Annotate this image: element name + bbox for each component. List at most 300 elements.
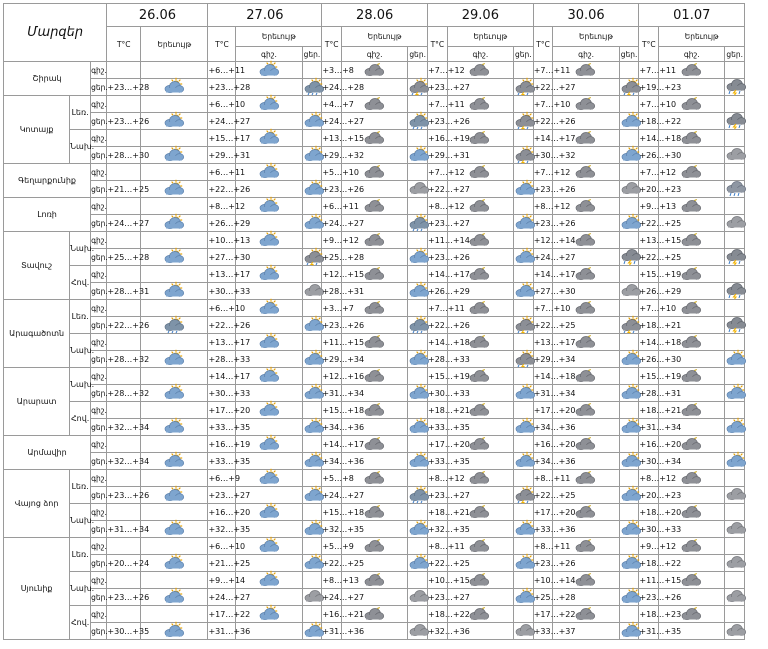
day-header-label: ցեր. — [619, 47, 639, 62]
temperature-cell: +7…+12 — [428, 164, 448, 181]
sun-cloud-icon — [725, 351, 744, 367]
time-of-day: ցեր. — [91, 181, 107, 198]
sun-cloud-icon — [141, 147, 207, 163]
temperature-cell: +32…+36 — [428, 623, 448, 640]
day-icon-cell — [513, 623, 533, 640]
temperature-cell: +15…+18 — [322, 504, 342, 521]
temperature-cell: +23…+26 — [533, 215, 553, 232]
temperature-cell: +21…+25 — [208, 555, 236, 572]
temperature-cell: +23…+26 — [533, 555, 553, 572]
temperature-cell: +29…+32 — [322, 147, 342, 164]
time-of-day: ցեր. — [91, 623, 107, 640]
weather-icon-cell — [141, 62, 208, 79]
day-icon-cell — [513, 453, 533, 470]
sun-cloud-icon — [514, 181, 533, 197]
day-icon-cell — [725, 317, 745, 334]
time-of-day: ցեր. — [91, 555, 107, 572]
night-icon-cell — [236, 164, 302, 181]
weather-icon-cell — [141, 249, 208, 266]
zone-name: Նախ. — [70, 572, 91, 606]
day-icon-cell — [725, 368, 745, 385]
sun-cloud-icon — [514, 283, 533, 299]
day-icon-cell — [513, 249, 533, 266]
temperature-cell: +29…+31 — [428, 147, 448, 164]
sun-cloud-icon — [514, 419, 533, 435]
temperature-cell: +33…+36 — [533, 521, 553, 538]
day-icon-cell — [302, 402, 322, 419]
day-icon-cell — [302, 198, 322, 215]
day-icon-cell — [619, 385, 639, 402]
day-icon-cell — [619, 215, 639, 232]
sun-cloud-rain-icon — [408, 317, 427, 333]
temperature-cell: +18…+22 — [639, 555, 659, 572]
temperature-cell: +23…+28 — [107, 79, 141, 96]
time-of-day: ցեր. — [91, 419, 107, 436]
cloud-storm-icon — [620, 249, 639, 265]
temperature-cell: +7…+10 — [533, 96, 553, 113]
temperature-cell: +6…+10 — [208, 300, 236, 317]
sun-cloud-icon — [514, 453, 533, 469]
day-icon-cell — [619, 249, 639, 266]
day-icon-cell — [408, 623, 428, 640]
zone-name: Նախ. — [70, 368, 91, 402]
sun-cloud-icon — [408, 385, 427, 401]
table-row — [4, 164, 765, 181]
table-row — [4, 402, 765, 419]
temperature-cell — [107, 572, 141, 589]
temperature-cell — [107, 96, 141, 113]
day-icon-cell — [513, 555, 533, 572]
temperature-cell: +5…+8 — [322, 470, 342, 487]
temperature-cell: +23…+26 — [533, 181, 553, 198]
day-icon-cell — [725, 334, 745, 351]
temperature-cell: +28…+30 — [107, 147, 141, 164]
temperature-cell: +7…+10 — [639, 300, 659, 317]
day-header-label: ցեր. — [302, 47, 322, 62]
temperature-cell: +13…+17 — [208, 266, 236, 283]
day-icon-cell — [619, 453, 639, 470]
temperature-cell: +28…+33 — [428, 351, 448, 368]
day-icon-cell — [408, 113, 428, 130]
temperature-cell: +16…+19 — [428, 130, 448, 147]
sun-cloud-icon — [408, 249, 427, 265]
weather-icon-cell — [141, 147, 208, 164]
night-icon-cell — [236, 198, 302, 215]
time-of-day: ցեր. — [91, 351, 107, 368]
sun-cloud-icon — [236, 470, 301, 486]
region-name: Տավուշ — [4, 232, 70, 300]
temperature-cell: +18…+21 — [639, 402, 659, 419]
day-icon-cell — [725, 436, 745, 453]
temperature-cell: +23…+26 — [322, 181, 342, 198]
day-icon-cell — [302, 368, 322, 385]
table-row — [4, 113, 765, 130]
temperature-cell: +7…+10 — [639, 96, 659, 113]
day-icon-cell — [725, 300, 745, 317]
day-icon-cell — [408, 419, 428, 436]
temperature-cell — [107, 266, 141, 283]
sun-cloud-storm-icon — [408, 79, 427, 95]
sun-cloud-icon — [236, 164, 301, 180]
day-icon-cell — [408, 232, 428, 249]
temperature-cell: +25…+28 — [107, 249, 141, 266]
temperature-cell: +24…+27 — [322, 113, 342, 130]
night-header: գիշ. — [342, 47, 408, 62]
temperature-cell: +6…+10 — [208, 96, 236, 113]
temperature-cell: +29…+34 — [322, 351, 342, 368]
sun-cloud-storm-icon — [514, 317, 533, 333]
weather-icon-cell — [141, 453, 208, 470]
temperature-cell: +23…+27 — [208, 487, 236, 504]
temperature-cell: +22…+26 — [208, 181, 236, 198]
zone-name: Նախ. — [70, 130, 91, 164]
weather-icon-cell — [141, 317, 208, 334]
temperature-cell — [107, 606, 141, 623]
zone-name: Նախ. — [70, 504, 91, 538]
day-icon-cell — [408, 538, 428, 555]
temperature-cell: +26…+30 — [639, 351, 659, 368]
sun-cloud-storm-icon — [620, 79, 639, 95]
temperature-cell: +23…+26 — [428, 249, 448, 266]
day-icon-cell — [302, 385, 322, 402]
time-of-day: ցեր. — [91, 521, 107, 538]
night-icon-cell — [236, 96, 302, 113]
regions-header: Մարզեր — [4, 4, 107, 62]
day-icon-cell — [619, 402, 639, 419]
temperature-cell: +8…+12 — [428, 470, 448, 487]
temperature-cell: +13…+17 — [533, 334, 553, 351]
temperature-cell: +7…+12 — [533, 164, 553, 181]
region-name: Արագածոտն — [4, 300, 70, 368]
sun-cloud-icon — [141, 249, 207, 265]
night-header: գիշ. — [236, 47, 302, 62]
day-icon-cell — [619, 130, 639, 147]
phenomenon-header: Երեւույթ — [342, 27, 428, 47]
temperature-cell — [107, 300, 141, 317]
day-icon-cell — [619, 521, 639, 538]
temperature-cell: +17…+22 — [533, 606, 553, 623]
weather-icon-cell — [141, 487, 208, 504]
region-name: Գեղարքունիք — [4, 164, 91, 198]
temperature-cell: +28…+33 — [208, 351, 236, 368]
sun-cloud-icon — [514, 521, 533, 537]
time-of-day: ցեր. — [91, 487, 107, 504]
table-row — [4, 249, 765, 266]
temperature-cell: +5…+10 — [322, 164, 342, 181]
day-icon-cell — [408, 487, 428, 504]
day-icon-cell — [513, 538, 533, 555]
weather-icon-cell — [141, 589, 208, 606]
temperature-cell: +8…+11 — [428, 538, 448, 555]
day-icon-cell — [408, 334, 428, 351]
time-of-day: գիշ. — [91, 436, 107, 453]
temperature-cell: +23…+26 — [428, 113, 448, 130]
sun-cloud-storm-icon — [620, 317, 639, 333]
day-icon-cell — [513, 419, 533, 436]
time-of-day: ցեր. — [91, 453, 107, 470]
day-icon-cell — [725, 215, 745, 232]
weather-icon-cell — [141, 232, 208, 249]
day-icon-cell — [725, 487, 745, 504]
sun-cloud-icon — [236, 62, 301, 78]
day-icon-cell — [408, 317, 428, 334]
temperature-cell: +26…+29 — [208, 215, 236, 232]
day-icon-cell — [725, 232, 745, 249]
day-icon-cell — [408, 79, 428, 96]
sun-cloud-icon — [620, 113, 639, 129]
table-row — [4, 181, 765, 198]
day-header-label: ցեր. — [408, 47, 428, 62]
temperature-cell — [107, 436, 141, 453]
forecast-container — [3, 3, 765, 640]
day-icon-cell — [302, 334, 322, 351]
weather-icon-cell — [141, 538, 208, 555]
sun-cloud-icon — [141, 555, 207, 571]
temperature-cell: +24…+27 — [533, 249, 553, 266]
table-row — [4, 96, 765, 113]
temperature-cell: +7…+11 — [639, 62, 659, 79]
zone-name: Հով. — [70, 266, 91, 300]
temperature-cell: +25…+28 — [322, 249, 342, 266]
day-icon-cell — [619, 232, 639, 249]
cloud-icon — [725, 215, 744, 231]
day-icon-cell — [725, 402, 745, 419]
table-row — [4, 623, 765, 640]
temperature-cell: +28…+32 — [107, 351, 141, 368]
day-icon-cell — [513, 79, 533, 96]
night-icon-cell — [236, 470, 302, 487]
temperature-cell: +30…+32 — [533, 147, 553, 164]
temperature-cell: +28…+32 — [107, 385, 141, 402]
zone-name: Լեռ. — [70, 96, 91, 130]
cloud-storm-icon — [725, 283, 744, 299]
temperature-cell: +32…+35 — [322, 521, 342, 538]
time-of-day: ցեր. — [91, 385, 107, 402]
region-name: Վայոց ձոր — [4, 470, 70, 538]
day-header: 26.06 — [107, 4, 208, 27]
day-icon-cell — [513, 572, 533, 589]
temperature-cell: +33…+35 — [208, 419, 236, 436]
time-of-day: ցեր. — [91, 283, 107, 300]
cloud-icon — [408, 589, 427, 605]
sun-cloud-icon — [141, 79, 207, 95]
day-icon-cell — [619, 300, 639, 317]
day-icon-cell — [619, 96, 639, 113]
table-row — [4, 521, 765, 538]
sun-cloud-storm-icon — [514, 79, 533, 95]
day-icon-cell — [408, 504, 428, 521]
day-icon-cell — [513, 504, 533, 521]
day-icon-cell — [302, 232, 322, 249]
temperature-cell — [107, 402, 141, 419]
day-icon-cell — [302, 300, 322, 317]
day-header: 27.06 — [208, 4, 322, 27]
time-of-day: ցեր. — [91, 589, 107, 606]
sun-cloud-icon — [141, 487, 207, 503]
day-icon-cell — [302, 266, 322, 283]
temperature-cell — [107, 62, 141, 79]
day-icon-cell — [408, 300, 428, 317]
temperature-cell: +9…+14 — [208, 572, 236, 589]
table-row — [4, 79, 765, 96]
day-icon-cell — [302, 164, 322, 181]
sun-cloud-icon — [141, 215, 207, 231]
weather-icon-cell — [141, 402, 208, 419]
temperature-cell: +34…+36 — [322, 453, 342, 470]
day-icon-cell — [513, 402, 533, 419]
temperature-cell — [107, 504, 141, 521]
temperature-cell: +23…+26 — [639, 589, 659, 606]
sun-cloud-icon — [620, 385, 639, 401]
night-header: գիշ. — [447, 47, 513, 62]
time-of-day: գիշ. — [91, 402, 107, 419]
temperature-cell — [107, 232, 141, 249]
weather-icon-cell — [141, 215, 208, 232]
temperature-cell: +5…+9 — [322, 538, 342, 555]
sun-cloud-icon — [141, 521, 207, 537]
weather-icon-cell — [141, 436, 208, 453]
table-row — [4, 589, 765, 606]
temperature-cell: +11…+15 — [639, 572, 659, 589]
temperature-cell: +23…+27 — [428, 487, 448, 504]
day-icon-cell — [302, 436, 322, 453]
sun-cloud-icon — [620, 521, 639, 537]
time-of-day: գիշ. — [91, 164, 107, 181]
temperature-cell: +22…+25 — [639, 249, 659, 266]
temperature-cell: +28…+31 — [639, 385, 659, 402]
cloud-icon — [408, 181, 427, 197]
temperature-cell: +3…+7 — [322, 300, 342, 317]
temperature-cell: +10…+14 — [533, 572, 553, 589]
day-icon-cell — [302, 487, 322, 504]
table-row — [4, 470, 765, 487]
day-icon-cell — [302, 470, 322, 487]
sun-cloud-icon — [408, 453, 427, 469]
temperature-cell: +30…+33 — [428, 385, 448, 402]
sun-cloud-icon — [725, 453, 744, 469]
temperature-cell: +27…+30 — [533, 283, 553, 300]
sun-cloud-icon — [725, 385, 744, 401]
region-name: Սյունիք — [4, 538, 70, 640]
day-icon-cell — [513, 368, 533, 385]
weather-icon-cell — [141, 504, 208, 521]
temperature-cell: +10…+15 — [428, 572, 448, 589]
temperature-cell: +18…+21 — [639, 317, 659, 334]
cloud-icon — [514, 623, 533, 639]
sun-cloud-icon — [236, 572, 301, 588]
table-row — [4, 317, 765, 334]
temperature-cell: +7…+10 — [533, 300, 553, 317]
time-of-day: գիշ. — [91, 62, 107, 79]
day-icon-cell — [513, 317, 533, 334]
day-icon-cell — [408, 130, 428, 147]
table-row — [4, 215, 765, 232]
temperature-cell: +7…+12 — [428, 62, 448, 79]
temperature-cell: +16…+20 — [639, 436, 659, 453]
day-icon-cell — [725, 504, 745, 521]
day-icon-cell — [619, 266, 639, 283]
day-icon-cell — [725, 113, 745, 130]
sun-cloud-icon — [141, 283, 207, 299]
day-icon-cell — [302, 419, 322, 436]
day-icon-cell — [513, 334, 533, 351]
time-of-day: գիշ. — [91, 572, 107, 589]
day-icon-cell — [408, 198, 428, 215]
temperature-cell: +16…+21 — [322, 606, 342, 623]
day-header: 01.07 — [639, 4, 745, 27]
sun-cloud-icon — [620, 589, 639, 605]
header-label-row — [4, 27, 765, 47]
temperature-cell: +24…+27 — [322, 215, 342, 232]
temperature-cell: +7…+11 — [533, 62, 553, 79]
day-icon-cell — [513, 198, 533, 215]
temperature-cell: +33…+37 — [533, 623, 553, 640]
day-icon-cell — [619, 79, 639, 96]
night-icon-cell — [236, 572, 302, 589]
temperature-cell: +18…+23 — [639, 606, 659, 623]
header-date-row — [4, 4, 765, 27]
time-of-day: գիշ. — [91, 300, 107, 317]
sun-cloud-icon — [236, 300, 301, 316]
day-icon-cell — [408, 453, 428, 470]
temperature-cell: +6…+9 — [208, 470, 236, 487]
phenomenon-header: Երեւույթ — [236, 27, 322, 47]
weather-icon-cell — [141, 419, 208, 436]
region-name: Արարատ — [4, 368, 70, 436]
day-icon-cell — [408, 215, 428, 232]
temperature-cell: +31…+36 — [322, 623, 342, 640]
temperature-cell: +17…+22 — [208, 606, 236, 623]
sun-cloud-icon — [514, 555, 533, 571]
day-icon-cell — [408, 96, 428, 113]
day-icon-cell — [725, 181, 745, 198]
temperature-cell: +13…+17 — [208, 334, 236, 351]
day-icon-cell — [619, 538, 639, 555]
forecast-table — [3, 3, 765, 640]
phenomenon-header: Երեւույթ — [553, 27, 639, 47]
temperature-cell: +3…+8 — [322, 62, 342, 79]
temperature-cell: +22…+27 — [533, 79, 553, 96]
day-icon-cell — [302, 96, 322, 113]
temperature-cell: +12…+14 — [533, 232, 553, 249]
sun-cloud-icon — [514, 249, 533, 265]
sun-cloud-storm-icon — [514, 113, 533, 129]
day-icon-cell — [513, 521, 533, 538]
time-of-day: ցեր. — [91, 215, 107, 232]
sun-cloud-icon — [141, 589, 207, 605]
sun-cloud-icon — [141, 113, 207, 129]
temperature-cell: +30…+34 — [639, 453, 659, 470]
temperature-cell: +23…+27 — [428, 589, 448, 606]
weather-icon-cell — [141, 385, 208, 402]
temperature-cell: +21…+25 — [107, 181, 141, 198]
sun-cloud-storm-icon — [514, 487, 533, 503]
day-icon-cell — [619, 504, 639, 521]
temperature-cell: +8…+13 — [322, 572, 342, 589]
sun-cloud-icon — [620, 487, 639, 503]
day-icon-cell — [302, 215, 322, 232]
region-name: Լոռի — [4, 198, 91, 232]
day-icon-cell — [725, 249, 745, 266]
table-row — [4, 606, 765, 623]
day-icon-cell — [513, 215, 533, 232]
day-icon-cell — [619, 555, 639, 572]
temperature-cell: +8…+12 — [533, 198, 553, 215]
temperature-cell: +15…+18 — [322, 402, 342, 419]
day-icon-cell — [513, 232, 533, 249]
temperature-cell: +30…+33 — [639, 521, 659, 538]
cloud-icon — [725, 147, 744, 163]
